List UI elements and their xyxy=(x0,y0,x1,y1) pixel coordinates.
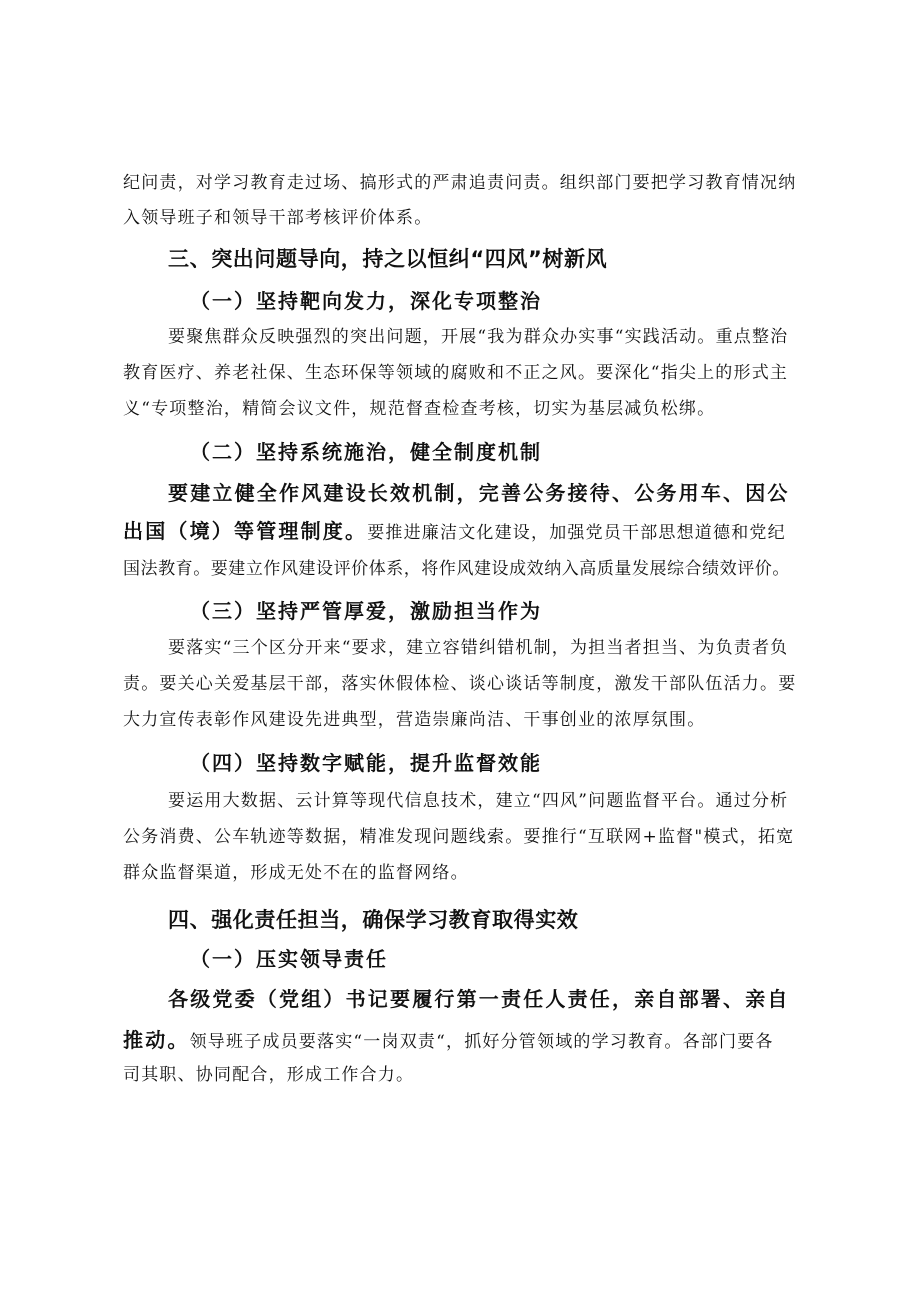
body-line: 公务消费、公车轨迹等数据，精准发现问题线索。要推行“互联网+监督"模式，拓宽 xyxy=(123,827,795,847)
subsection-heading-3-2: （二）坚持系统施治，健全制度机制 xyxy=(190,440,542,464)
body-line: 要落实“三个区分开来“要求，建立容错纠错机制，为担当者担当、为负责者负 xyxy=(168,638,789,658)
body-line: 大力宣传表彰作风建设先进典型，营造崇廉尚洁、干事创业的浓厚氛围。 xyxy=(123,710,706,730)
body-line: 国法教育。要建立作风建设评价体系，将作风建设成效纳入高质量发展综合绩效评价。 xyxy=(123,559,790,579)
subsection-heading-3-3: （三）坚持严管厚爱，激励担当作为 xyxy=(190,599,542,623)
body-line: 责。要关心关爱基层干部，落实休假体检、谈心谈话等制度，激发干部队伍活力。要 xyxy=(123,674,797,694)
subsection-heading-3-1: （一）坚持靶向发力，深化专项整治 xyxy=(190,289,542,313)
body-line: 司其职、协同配合，形成工作合力。 xyxy=(123,1065,415,1085)
body-line: 要运用大数据、云计算等现代信息技术，建立“四风”问题监督平台。通过分析 xyxy=(168,791,789,811)
mixed-line xyxy=(123,1025,774,1055)
mixed-line xyxy=(123,516,786,546)
body-line: 群众监督渠道，形成无处不在的监督网络。 xyxy=(123,863,469,883)
lead-fragment: 推动。 xyxy=(123,1028,190,1052)
body-line: 义“专项整治，精简会议文件，规范督查检查考核，切实为基层减负松绑。 xyxy=(123,399,716,419)
body-line: 要聚焦群众反映强烈的突出问题，开展“我为群众办实事“实践活动。重点整治 xyxy=(168,327,789,347)
body-line: 教育医疗、养老社保、生态环保等领域的腐败和不正之风。要深化“指尖上的形式主 xyxy=(123,363,789,383)
section-heading-3: 三、突出问题导向，持之以恒纠“四风”树新风 xyxy=(168,247,608,271)
subsection-heading-4-1: （一）压实领导责任 xyxy=(190,947,388,971)
section-heading-4: 四、强化责任担当，确保学习教育取得实效 xyxy=(168,908,579,932)
lead-line: 各级党委（党组）书记要履行第一责任人责任，亲自部署、亲自 xyxy=(168,987,790,1011)
lead-line: 要建立健全作风建设长效机制，完善公务接待、公务用车、因公 xyxy=(168,481,790,505)
lead-fragment: 出国（境）等管理制度。 xyxy=(123,519,368,543)
body-line: 纪问责，对学习教育走过场、搞形式的严肃追责问责。组织部门要把学习教育情况纳 xyxy=(123,173,797,193)
subsection-heading-3-4: （四）坚持数字赋能，提升监督效能 xyxy=(190,751,542,775)
body-fragment: 领导班子成员要落实“一岗双责“，抓好分管领域的学习教育。各部门要各 xyxy=(189,1032,774,1052)
body-line: 入领导班子和领导干部考核评价体系。 xyxy=(123,208,433,228)
body-fragment: 要推进廉洁文化建设，加强党员干部思想道德和党纪 xyxy=(367,523,786,543)
